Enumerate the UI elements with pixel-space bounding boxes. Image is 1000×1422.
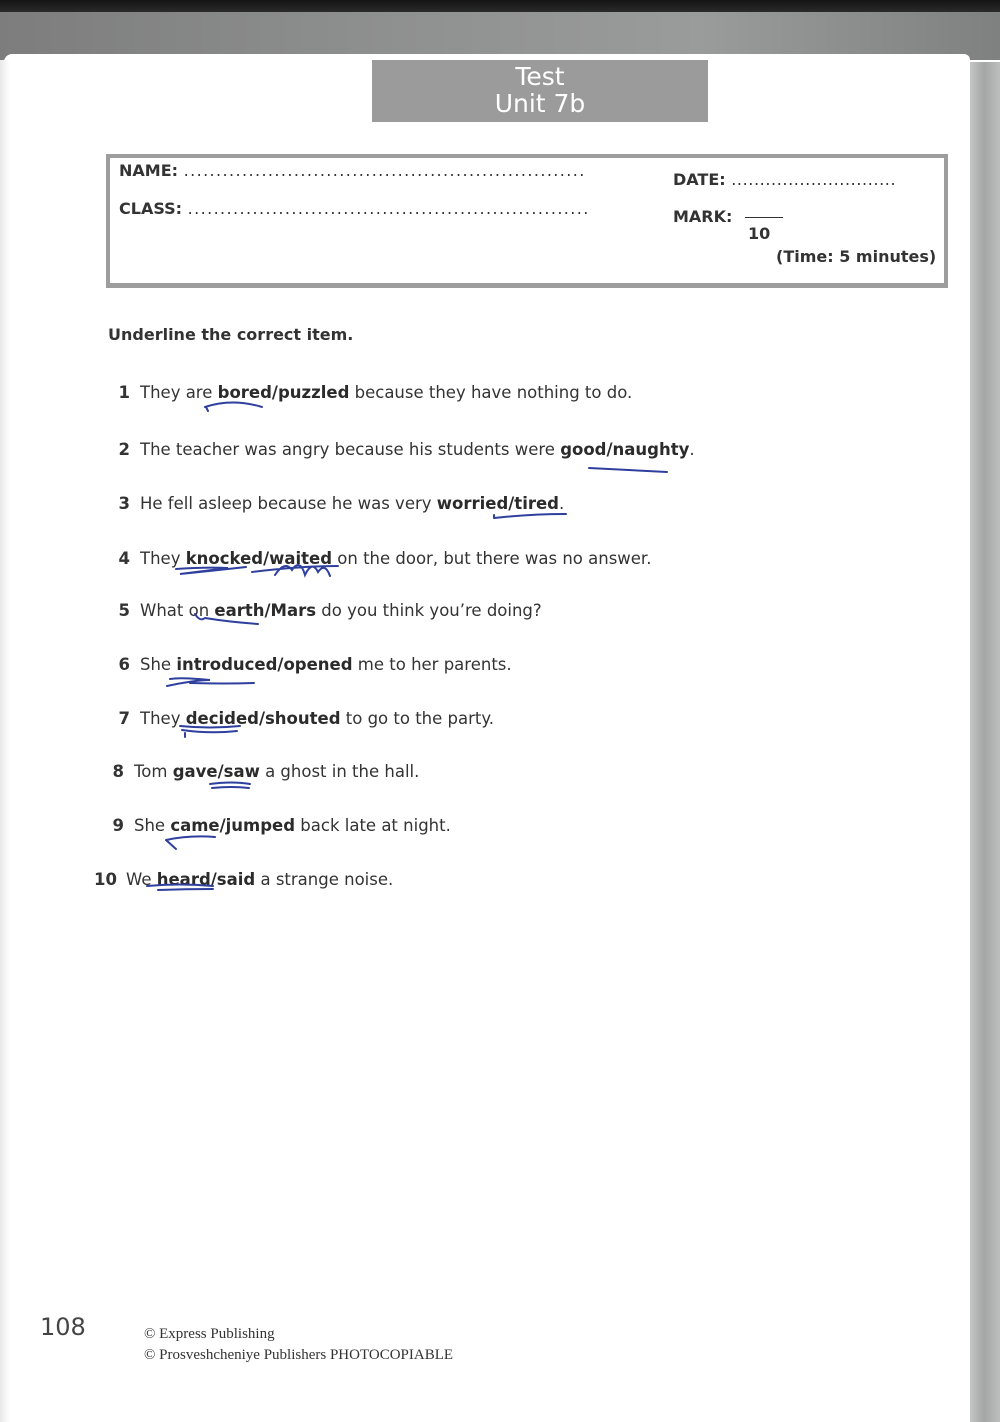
- item-text-before: He fell asleep because he was very: [140, 494, 437, 513]
- item-options[interactable]: came/jumped: [170, 816, 296, 835]
- time-note: (Time: 5 minutes): [776, 247, 937, 266]
- exercise-item: [108, 709, 494, 728]
- item-number: 2: [118, 440, 130, 459]
- item-options[interactable]: good/naughty: [560, 440, 690, 459]
- page-number: 108: [40, 1313, 86, 1341]
- exercise-item: [108, 655, 512, 674]
- exercise-item: [108, 549, 651, 568]
- item-text-before: We: [126, 870, 157, 889]
- item-number: 4: [118, 549, 130, 568]
- item-text-after: a strange noise.: [255, 870, 394, 889]
- exercise-item: [108, 440, 695, 459]
- item-options[interactable]: introduced/opened: [176, 655, 353, 674]
- item-text-before: The teacher was angry because his students were: [140, 440, 561, 459]
- name-field[interactable]: [119, 161, 586, 180]
- item-options[interactable]: heard/said: [156, 870, 256, 889]
- item-text-after: on the door, but there was no answer.: [332, 549, 652, 568]
- item-text-before: They are: [140, 383, 218, 402]
- scanner-background-band: [0, 12, 1000, 60]
- date-dotted-line: .............................: [731, 170, 897, 189]
- item-number: 1: [118, 383, 130, 402]
- exercise-item: [102, 762, 419, 781]
- mark-denominator: 10: [748, 224, 771, 243]
- item-text-after: back late at night.: [295, 816, 451, 835]
- title-line-1: Test: [515, 62, 565, 91]
- item-options[interactable]: decided/shouted: [185, 709, 341, 728]
- exercise-item: [108, 383, 632, 402]
- test-title-banner: [372, 60, 708, 122]
- item-options[interactable]: earth/Mars: [214, 601, 317, 620]
- item-number: 9: [112, 816, 124, 835]
- item-text-after: because they have nothing to do.: [349, 383, 633, 402]
- item-options[interactable]: worried/tired: [436, 494, 559, 513]
- page-shadow: [968, 62, 1000, 1422]
- scanner-background-top: [0, 0, 1000, 12]
- item-number: 5: [118, 601, 130, 620]
- item-number: 8: [112, 762, 124, 781]
- exercise-instruction: Underline the correct item.: [108, 325, 354, 344]
- item-text-before: They: [140, 549, 186, 568]
- exercise-item: [102, 816, 451, 835]
- page-edge: [0, 60, 10, 1422]
- mark-fraction-line: [745, 217, 783, 218]
- class-dotted-line: ..............................................................: [187, 199, 590, 218]
- exercise-item: [94, 870, 393, 889]
- item-text-before: What on: [140, 601, 215, 620]
- item-number: 7: [118, 709, 130, 728]
- exercise-item: [108, 601, 542, 620]
- item-text-before: They: [140, 709, 186, 728]
- title-line-2: Unit 7b: [494, 89, 586, 118]
- item-number: 10: [94, 870, 117, 889]
- item-text-after: a ghost in the hall.: [259, 762, 420, 781]
- class-label: CLASS:: [119, 199, 183, 218]
- date-field[interactable]: [673, 170, 896, 189]
- item-text-after: me to her parents.: [352, 655, 512, 674]
- name-dotted-line: ..............................................................: [183, 161, 586, 180]
- name-label: NAME:: [119, 161, 179, 180]
- item-text-after: .: [689, 440, 695, 459]
- mark-label: MARK:: [673, 207, 733, 226]
- item-text-after: to go to the party.: [340, 709, 495, 728]
- copyright-prosveshcheniye: © Prosveshcheniye Publishers PHOTOCOPIABLE: [144, 1347, 454, 1363]
- item-options[interactable]: knocked/waited: [185, 549, 333, 568]
- item-text-before: She: [140, 655, 177, 674]
- item-number: 3: [118, 494, 130, 513]
- item-text-after: do you think you’re doing?: [316, 601, 542, 620]
- item-number: 6: [118, 655, 130, 674]
- mark-field[interactable]: [673, 207, 732, 226]
- exercise-item: [108, 494, 564, 513]
- copyright-express: © Express Publishing: [144, 1326, 275, 1342]
- item-options[interactable]: bored/puzzled: [217, 383, 350, 402]
- item-text-after: .: [559, 494, 565, 513]
- item-text-before: She: [134, 816, 171, 835]
- item-options[interactable]: gave/saw: [172, 762, 260, 781]
- class-field[interactable]: [119, 199, 590, 218]
- item-text-before: Tom: [134, 762, 173, 781]
- date-label: DATE:: [673, 170, 726, 189]
